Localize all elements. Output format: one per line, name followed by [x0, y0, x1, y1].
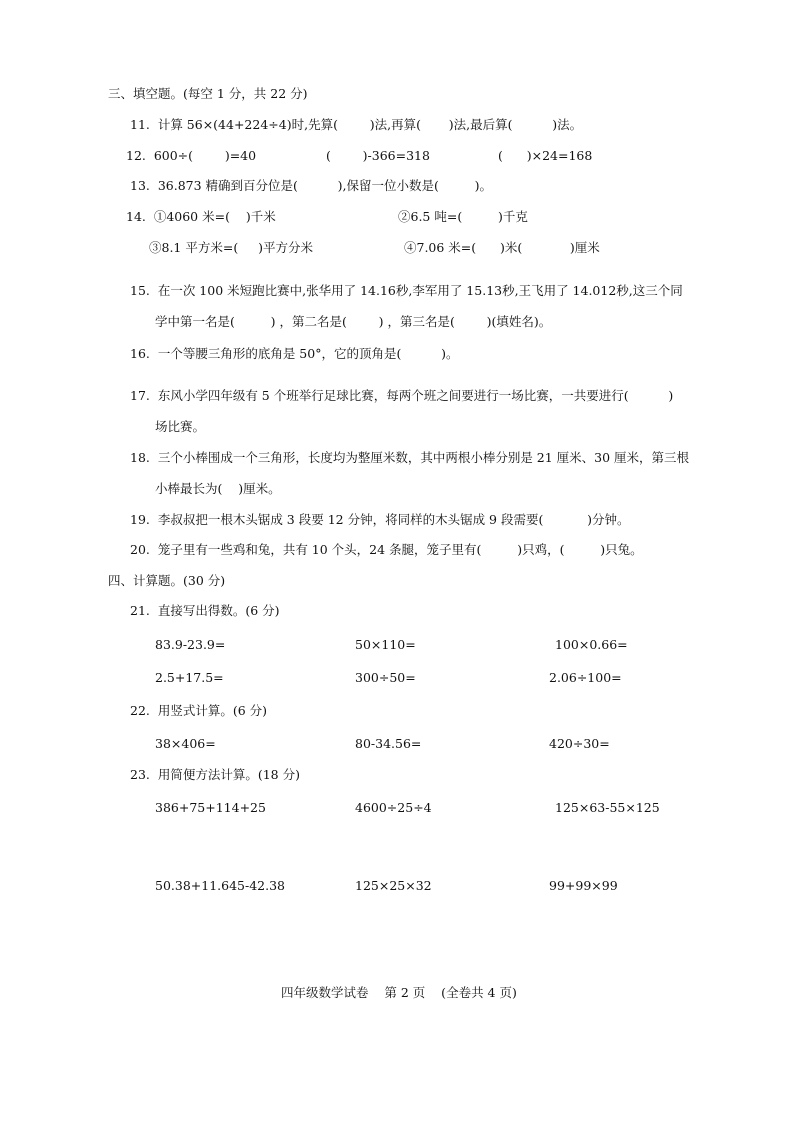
q22-item: 38×406=	[155, 736, 216, 751]
q23-item: 99+99×99	[549, 878, 618, 893]
question-19: 19. 李叔叔把一根木头锯成 3 段要 12 分钟，将同样的木头锯成 9 段需要( )分钟。	[130, 512, 630, 527]
q22-item: 80-34.56=	[355, 736, 422, 751]
q23-item: 4600÷25÷4	[355, 800, 432, 815]
q22-item: 420÷30=	[549, 736, 610, 751]
question-20: 20. 笼子里有一些鸡和兔，共有 10 个头，24 条腿，笼子里有( )只鸡，( )只兔。	[130, 542, 643, 557]
question-17-line2: 场比赛。	[155, 419, 206, 434]
section-fill-heading: 三、填空题。(每空 1 分，共 22 分)	[108, 86, 308, 101]
q23-item: 125×63-55×125	[555, 800, 660, 815]
q21-item: 83.9-23.9=	[155, 637, 226, 652]
question-21-title: 21. 直接写出得数。(6 分)	[130, 603, 280, 618]
q23-item: 125×25×32	[355, 878, 432, 893]
question-12-c: ( )×24=168	[498, 148, 593, 163]
question-14-c: ③8.1 平方米=( )平方分米	[149, 240, 313, 255]
q21-item: 100×0.66=	[555, 637, 628, 652]
question-16: 16. 一个等腰三角形的底角是 50°，它的顶角是( )。	[130, 346, 459, 361]
question-12-a: 12. 600÷( )=40	[126, 148, 257, 163]
question-13: 13. 36.873 精确到百分位是( ),保留一位小数是( )。	[130, 178, 493, 193]
q21-item: 2.06÷100=	[549, 670, 622, 685]
question-23-title: 23. 用简便方法计算。(18 分)	[130, 767, 300, 782]
q23-item: 50.38+11.645-42.38	[155, 878, 286, 893]
question-14-d: ④7.06 米=( )米( )厘米	[404, 240, 600, 255]
q21-item: 50×110=	[355, 637, 416, 652]
question-22-title: 22. 用竖式计算。(6 分)	[130, 703, 268, 718]
q23-item: 386+75+114+25	[155, 800, 266, 815]
question-14-b: ②6.5 吨=( )千克	[398, 209, 528, 224]
question-15-line1: 15. 在一次 100 米短跑比赛中,张华用了 14.16秒,李军用了 15.13秒,王飞用了 14.012秒,这三个同	[130, 283, 683, 298]
question-11: 11. 计算 56×(44+224÷4)时,先算( )法,再算( )法,最后算( )法。	[130, 117, 583, 132]
q21-item: 2.5+17.5=	[155, 670, 224, 685]
question-17-line1: 17. 东风小学四年级有 5 个班举行足球比赛，每两个班之间要进行一场比赛，一共要进行( )	[130, 388, 674, 403]
section-calc-heading: 四、计算题。(30 分)	[108, 573, 226, 588]
question-15-line2: 学中第一名是( ) ，第二名是( ) ，第三名是( )(填姓名)。	[155, 314, 552, 329]
q21-item: 300÷50=	[355, 670, 416, 685]
question-18-line2: 小棒最长为( )厘米。	[155, 481, 281, 496]
question-18-line1: 18. 三个小棒围成一个三角形，长度均为整厘米数，其中两根小棒分别是 21 厘米、30 厘米，第三根	[130, 450, 690, 465]
question-12-b: ( )-366=318	[326, 148, 430, 163]
question-14-a: 14. ①4060 米=( )千米	[126, 209, 276, 224]
page-footer: 四年级数学试卷 第 2 页 (全卷共 4 页)	[281, 985, 517, 1000]
